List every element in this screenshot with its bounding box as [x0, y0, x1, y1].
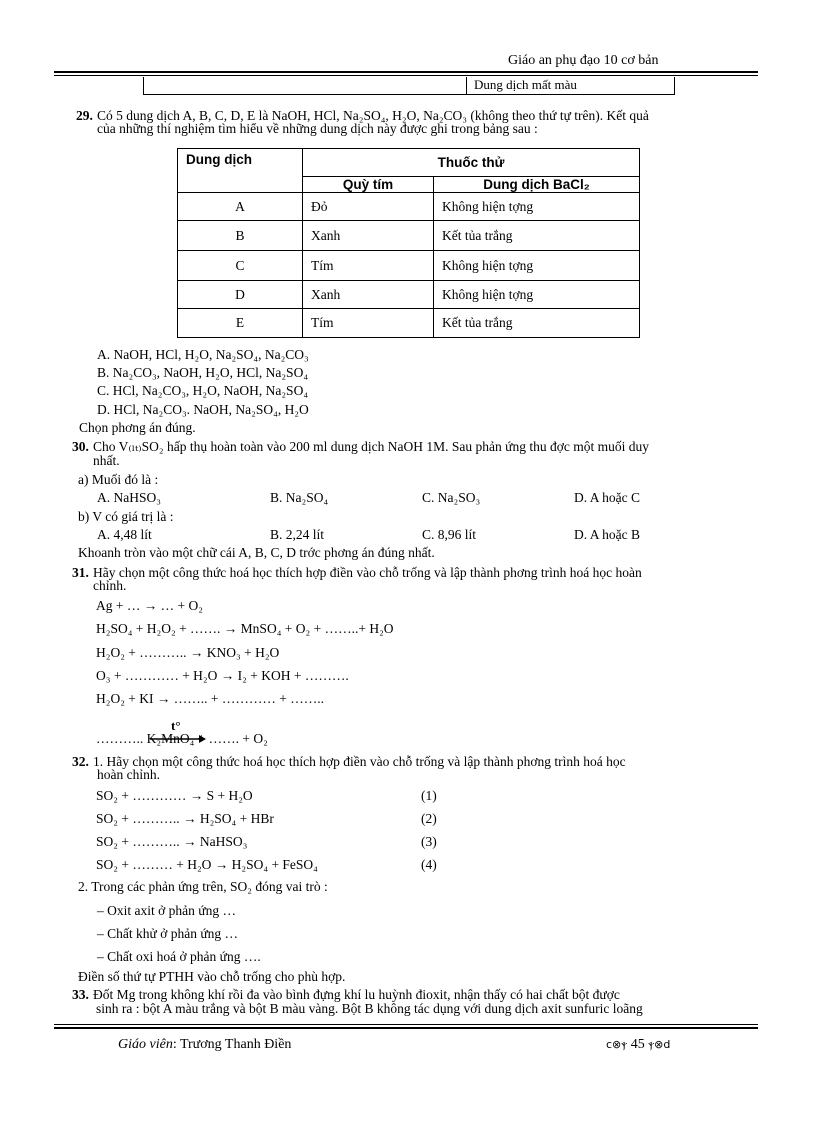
question-number-32: 32.	[72, 754, 89, 769]
row-solution: E	[178, 309, 303, 338]
header-rule-thick	[54, 71, 758, 73]
q31-text-line1: Hãy chọn một công thức hoá học thích hợp điền vào chỗ trống và lập thành phơng trình hoá học hoàn	[93, 565, 642, 580]
q30-b-option-a: A. 4,48 lít	[97, 527, 152, 542]
table-row	[178, 221, 640, 251]
q32-text-line1: 1. Hãy chọn một công thức hoá học thích hợp điền vào chỗ trống và lập thành phơng trình hoá học	[93, 754, 626, 769]
row-solution: D	[178, 281, 303, 309]
q29-option-a: A. NaOH, HCl, H₂O, Na₂SO₄, Na₂CO₃	[97, 347, 309, 362]
table-subheader-litmus: Quỳ tím	[303, 177, 434, 193]
q31-equation-1: Ag + … → … + O₂	[96, 598, 203, 613]
q29-results-table	[177, 148, 640, 338]
q29-option-b: B. Na₂CO₃, NaOH, H₂O, HCl, Na₂SO₄	[97, 365, 309, 380]
q30-a-option-d: D. A hoặc C	[574, 490, 640, 505]
q32-role-3: – Chất oxi hoá ở phản ứng ….	[97, 949, 261, 964]
q32-instruction: Điền số thứ tự PTHH vào chỗ trống cho phù hợp.	[78, 969, 346, 984]
q30-text-line2: nhất.	[93, 453, 120, 468]
table-row	[178, 193, 640, 221]
q32-equation-1: SO₂ + ………… → S + H₂O	[96, 788, 253, 803]
prev-table-tail	[143, 77, 675, 95]
q29-option-c: C. HCl, Na₂CO₃, H₂O, NaOH, Na₂SO₄	[97, 383, 309, 398]
row-litmus: Xanh	[303, 281, 434, 309]
question-number-30: 30.	[72, 439, 89, 454]
table-header-reagent: Thuốc thử	[303, 149, 640, 177]
q30-part-a: a) Muối đó là :	[78, 472, 159, 487]
footer-page	[606, 1037, 670, 1053]
table-subheader-bacl2: Dung dịch BaCl₂	[434, 177, 640, 193]
q29-instruction: Chọn phơng án đúng.	[79, 420, 196, 435]
q31-equation-2: H₂SO₄ + H₂O₂ + ……. → MnSO₄ + O₂ + ……..+ H₂O	[96, 621, 394, 636]
q32-equation-4-number: (4)	[421, 857, 437, 872]
q30-a-option-a: A. NaHSO₃	[97, 490, 161, 505]
row-litmus: Xanh	[303, 221, 434, 251]
footer-teacher	[118, 1037, 291, 1053]
q30-b-option-d: D. A hoặc B	[574, 527, 640, 542]
footer-teacher-name: : Trương Thanh Điền	[172, 1037, 292, 1052]
q31-text-line2: chỉnh.	[93, 578, 127, 593]
q31-equation-6: ……….. K₂MnO₄ + ……. + O₂	[96, 731, 268, 746]
row-solution: B	[178, 221, 303, 251]
q29-text-line2: của những thí nghiệm tìm hiểu về những dung dịch này được ghi trong bảng sau :	[97, 121, 538, 136]
footer-teacher-label: Giáo viên	[118, 1037, 173, 1052]
row-bacl2: Kết tủa trắng	[434, 221, 640, 251]
q30-b-option-b: B. 2,24 lít	[270, 527, 325, 542]
q33-text-line1: Đốt Mg trong không khí rồi đa vào bình đựng khí lu huỳnh đioxit, nhận thấy có hai chất bột được	[93, 987, 620, 1002]
row-litmus: Tím	[303, 251, 434, 281]
q32-part-2: 2. Trong các phản ứng trên, SO₂ đóng vai trò :	[78, 879, 328, 894]
prev-table-cell: Dung dịch mất màu	[474, 77, 577, 92]
table-row	[178, 251, 640, 281]
q30-b-option-c: C. 8,96 lít	[422, 527, 477, 542]
heat-label: t°	[171, 718, 181, 733]
q32-text-line2: hoàn chỉnh.	[97, 767, 160, 782]
q32-equation-3-number: (3)	[421, 834, 437, 849]
q32-equation-3: SO₂ + ……….. → NaHSO₃	[96, 834, 248, 849]
question-number-31: 31.	[72, 565, 89, 580]
page-number: 45	[630, 1037, 645, 1052]
footer-rule-thin	[54, 1024, 758, 1025]
q30-a-option-b: B. Na₂SO₄	[270, 490, 329, 505]
q32-equation-2: SO₂ + ……….. → H₂SO₄ + HBr	[96, 811, 274, 826]
row-bacl2: Không hiện tợng	[434, 251, 640, 281]
q30-part-b: b) V có giá trị là :	[78, 509, 174, 524]
q32-equation-2-number: (2)	[421, 811, 437, 826]
footer-rule-thick	[54, 1027, 758, 1029]
row-bacl2: Kết tủa trắng	[434, 309, 640, 338]
q30-text-line1: Cho V₍ₗₜ₎SO₂ hấp thụ hoàn toàn vào 200 ml dung dịch NaOH 1M. Sau phản ứng thu đợc một muối duy	[93, 439, 649, 454]
question-number-33: 33.	[72, 987, 89, 1002]
page-ornament-left-icon: ⅽ⊗ⲯ	[606, 1038, 628, 1051]
q32-equation-4: SO₂ + ……… + H₂O → H₂SO₄ + FeSO₄	[96, 857, 318, 872]
row-bacl2: Không hiện tợng	[434, 193, 640, 221]
table-row	[178, 309, 640, 338]
q31-equation-4: O₃ + ………… + H₂O → I₂ + KOH + ……….	[96, 668, 349, 683]
q31-equation-3: H₂O₂ + ……….. → KNO₃ + H₂O	[96, 645, 280, 660]
q32-role-2: – Chất khử ở phản ứng …	[97, 926, 239, 941]
q30-a-option-c: C. Na₂SO₃	[422, 490, 481, 505]
page-ornament-right-icon: ⲯ⊗ⅾ	[648, 1038, 671, 1051]
header-title: Giáo an phụ đạo 10 cơ bản	[508, 53, 659, 68]
q29-option-d: D. HCl, Na₂CO₃. NaOH, Na₂SO₄, H₂O	[97, 402, 309, 417]
table-header-solution: Dung dịch	[178, 149, 303, 193]
row-bacl2: Không hiện tợng	[434, 281, 640, 309]
header-rule-thin	[54, 75, 758, 76]
row-solution: A	[178, 193, 303, 221]
table-row	[178, 281, 640, 309]
q31-equation-5: H₂O₂ + KI → …….. + ………… + ……..	[96, 691, 324, 706]
row-litmus: Tím	[303, 309, 434, 338]
q33-text-line2: sinh ra : bột A màu trắng và bột B màu vàng. Bột B không tác dụng với dung dịch axit sunfuric loãng	[96, 1001, 643, 1016]
row-litmus: Đỏ	[303, 193, 434, 221]
row-solution: C	[178, 251, 303, 281]
q30-instruction: Khoanh tròn vào một chữ cái A, B, C, D trớc phơng án đúng nhất.	[78, 545, 435, 560]
q32-role-1: – Oxit axit ở phản ứng …	[97, 903, 236, 918]
q32-equation-1-number: (1)	[421, 788, 437, 803]
q29-text-line1: Có 5 dung dịch A, B, C, D, E là NaOH, HCl, Na₂SO₄, H₂O, Na₂CO₃ (không theo thứ tự trên). Kết quả	[97, 108, 649, 123]
question-number-29: 29.	[76, 108, 93, 123]
